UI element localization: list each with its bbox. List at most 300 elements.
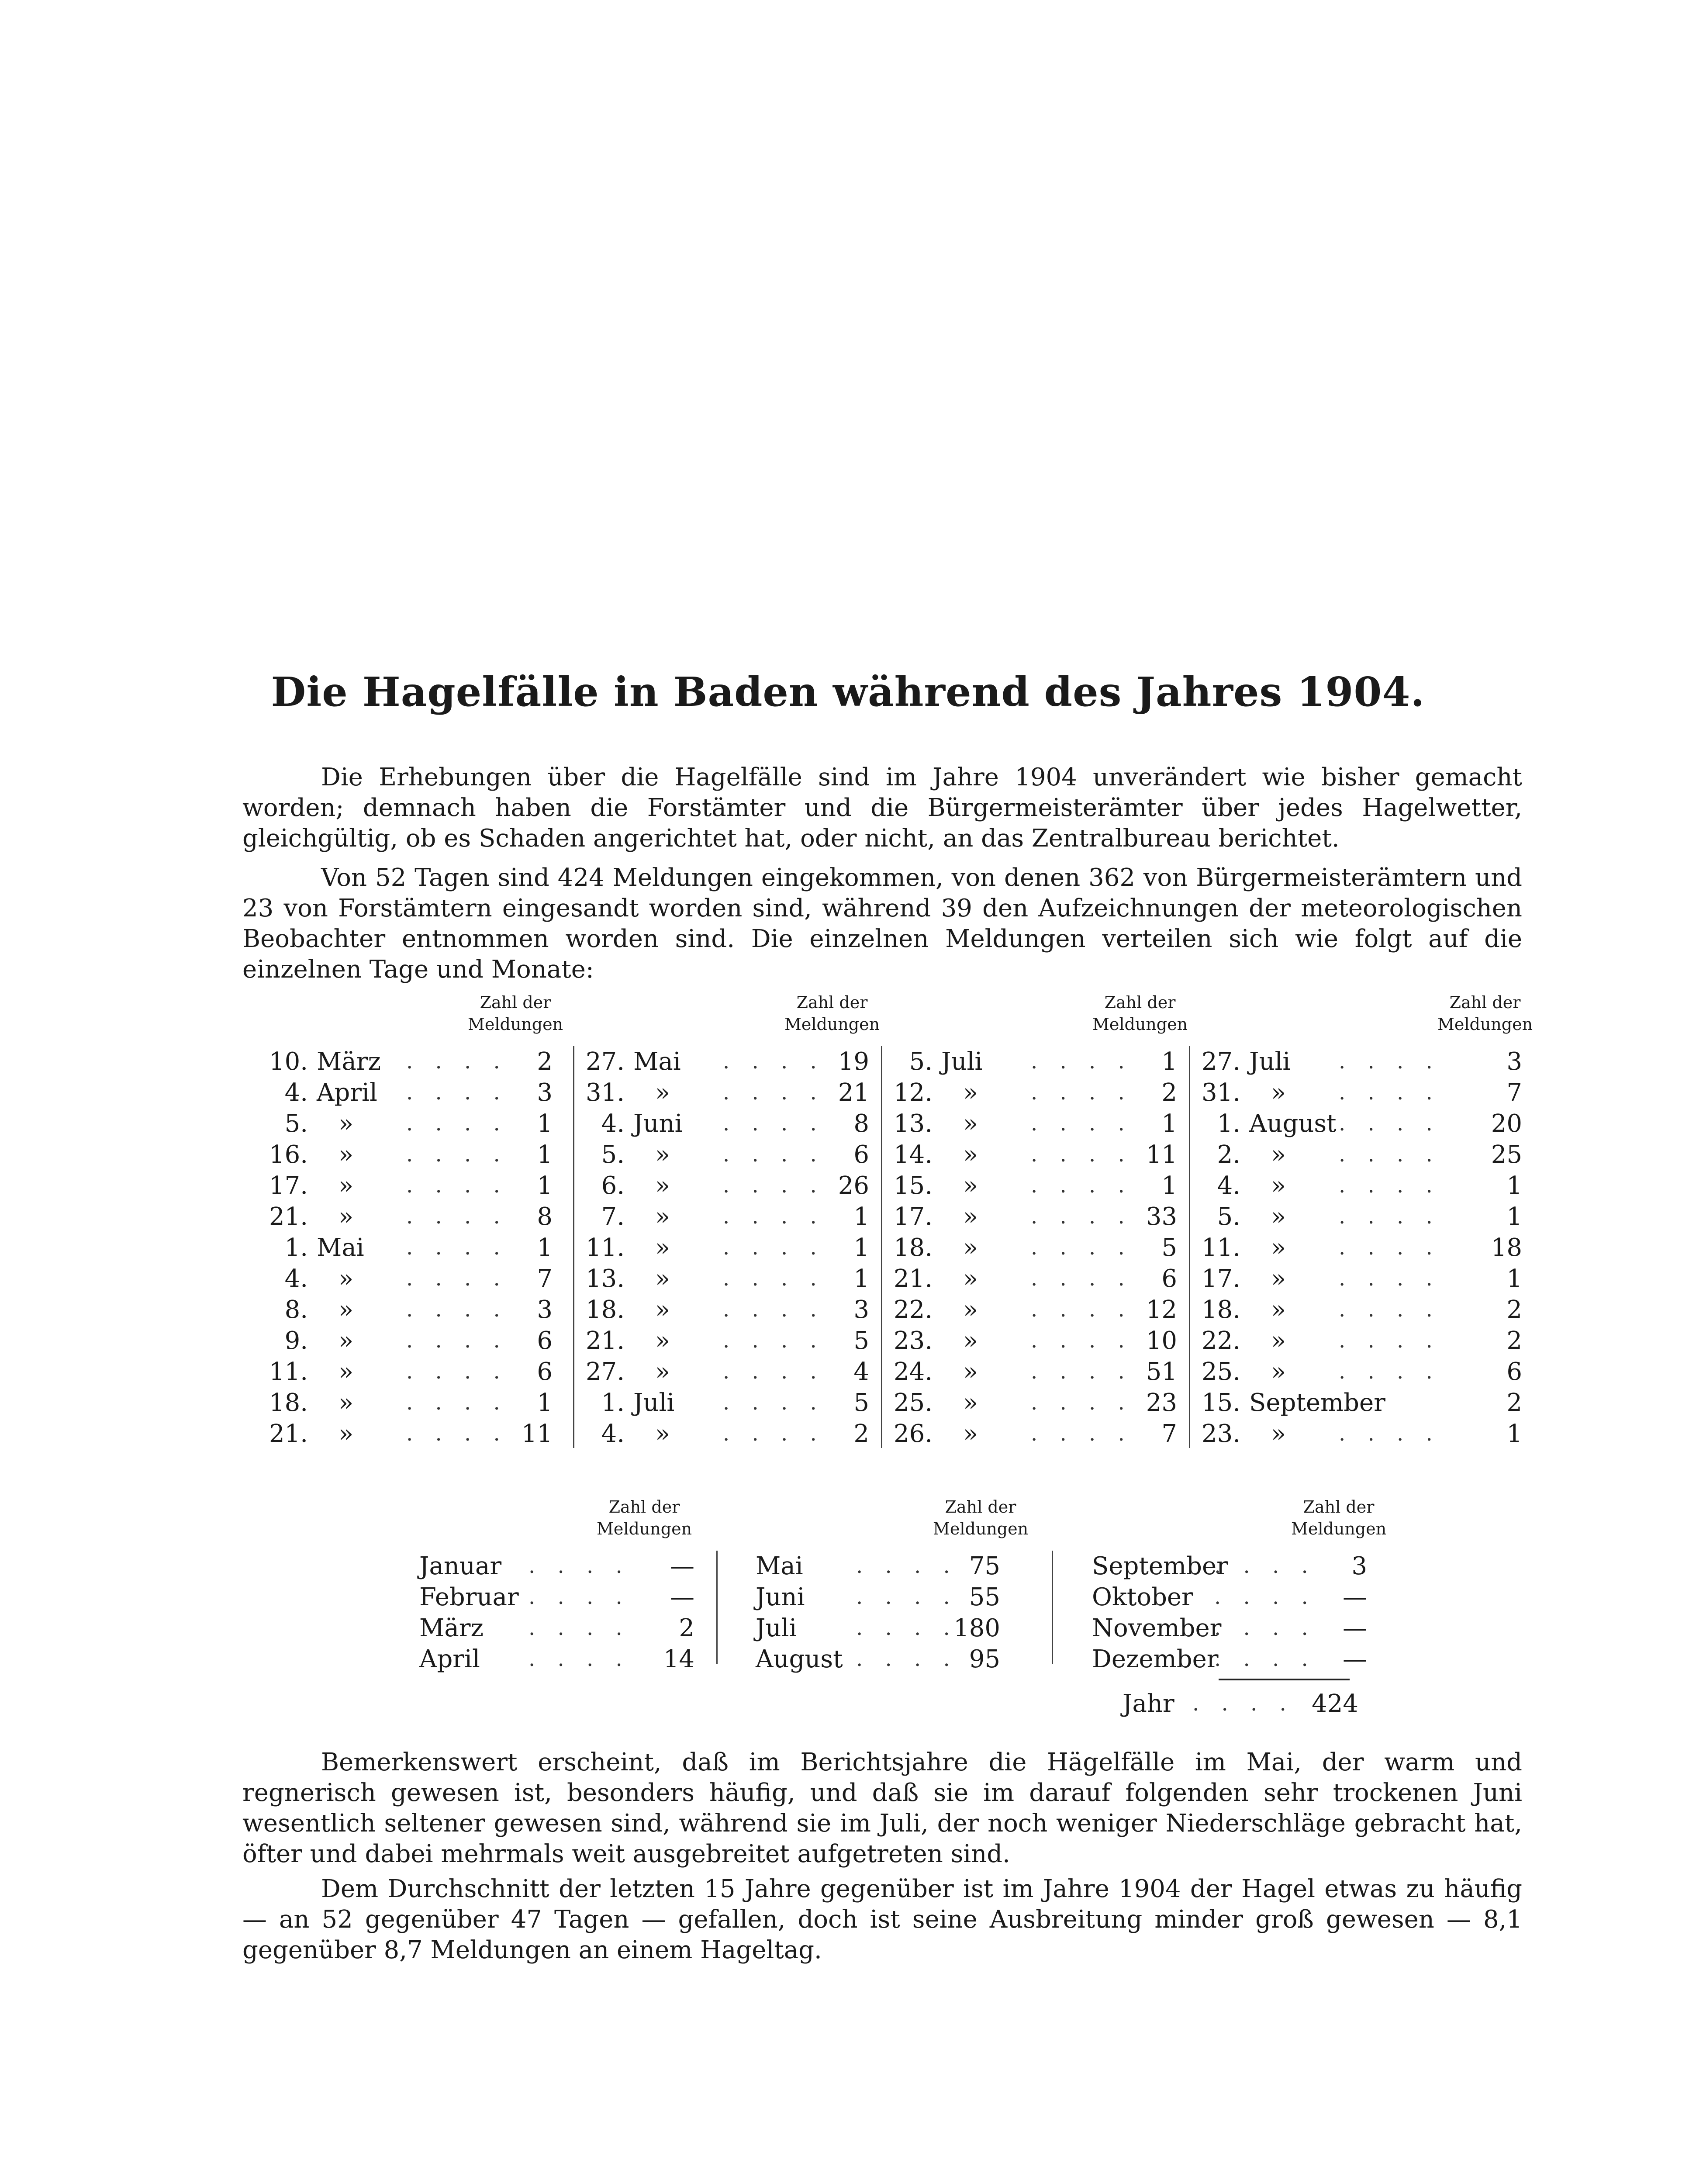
leader-dots: . . . . xyxy=(406,1390,508,1415)
day-cell: 23. xyxy=(893,1327,933,1355)
table-row xyxy=(579,1108,882,1139)
leader-dots: . . . . xyxy=(723,1204,825,1229)
leader-dots: . . . . xyxy=(723,1359,825,1384)
count-cell: 25 xyxy=(1491,1140,1522,1169)
header-line: Meldungen xyxy=(467,1015,563,1034)
day-cell: 31. xyxy=(1201,1078,1240,1107)
leader-dots: . . . . xyxy=(723,1328,825,1353)
count-cell: 3 xyxy=(1351,1552,1367,1580)
day-cell: 5. xyxy=(1217,1203,1240,1231)
table-row xyxy=(756,1551,1061,1582)
table-row xyxy=(1195,1294,1535,1325)
month-cell: » xyxy=(339,1389,354,1417)
month-cell: » xyxy=(339,1265,354,1293)
day-cell: 2. xyxy=(1217,1140,1240,1169)
count-cell: 19 xyxy=(838,1047,869,1076)
column-header xyxy=(1288,1496,1389,1540)
day-cell: 27. xyxy=(1201,1047,1240,1076)
remark-paragraph: Bemerkenswert erscheint, daß im Berichtsjahre die Hägelfälle im Mai, der warm und regnerisch gewesen ist, besonders häufig, und daß sie im darauf folgenden sehr trockenen Juni wesentlich seltener gewesen sind, während sie im Juli, der noch weniger Niederschläge gebracht hat, öfter und dabei mehrmals weit ausgebreitet aufgetreten sind. xyxy=(242,1748,1522,1868)
count-cell: 11 xyxy=(521,1420,553,1448)
month-cell: » xyxy=(339,1358,354,1386)
month-cell: » xyxy=(655,1265,670,1293)
daily-hail-table xyxy=(262,992,1564,1468)
table-row xyxy=(262,1232,566,1263)
day-cell: 21. xyxy=(585,1327,625,1355)
count-cell: 2 xyxy=(853,1420,869,1448)
table-row xyxy=(1092,1613,1398,1644)
day-cell: 1. xyxy=(1217,1109,1240,1138)
count-cell: 18 xyxy=(1491,1234,1522,1262)
day-cell: 18. xyxy=(893,1234,933,1262)
leader-dots: . . . . xyxy=(406,1142,508,1167)
monthly-column-2 xyxy=(756,1496,1061,1706)
table-row xyxy=(887,1046,1190,1077)
count-cell: 1 xyxy=(1161,1047,1177,1076)
leader-dots: . . . . xyxy=(1192,1691,1294,1716)
leader-dots: . . . . xyxy=(856,1554,958,1578)
leader-dots: . . . . xyxy=(856,1585,958,1609)
month-cell: » xyxy=(655,1327,670,1355)
table-row xyxy=(579,1325,882,1356)
table-row xyxy=(262,1418,566,1449)
day-cell: 15. xyxy=(1201,1389,1240,1417)
month-cell: Mai xyxy=(633,1047,681,1076)
leader-dots: . . . . xyxy=(406,1297,508,1322)
count-cell: 2 xyxy=(679,1614,694,1642)
month-cell: » xyxy=(339,1203,354,1231)
table-row xyxy=(262,1294,566,1325)
table-row xyxy=(1195,1170,1535,1201)
monthly-column-1 xyxy=(419,1496,729,1706)
leader-dots: . . . . xyxy=(1339,1204,1440,1229)
month-cell: Mai xyxy=(317,1234,364,1262)
header-line: Zahl der xyxy=(796,993,868,1012)
table-row xyxy=(579,1232,882,1263)
table-row xyxy=(262,1356,566,1387)
count-cell: 1 xyxy=(853,1265,869,1293)
table-row xyxy=(419,1582,725,1613)
header-line: Meldungen xyxy=(596,1519,692,1538)
day-cell: 4. xyxy=(601,1420,625,1448)
month-cell: » xyxy=(963,1234,978,1262)
leader-dots: . . . . xyxy=(1031,1390,1133,1415)
count-cell: — xyxy=(1343,1583,1367,1611)
count-cell: 55 xyxy=(969,1583,1000,1611)
day-cell: 21. xyxy=(269,1420,308,1448)
table-row xyxy=(1195,1263,1535,1294)
table-row xyxy=(887,1325,1190,1356)
leader-dots: . . . . xyxy=(406,1111,508,1136)
month-cell: Januar xyxy=(419,1552,502,1580)
leader-dots: . . . . xyxy=(406,1421,508,1446)
count-cell: 1 xyxy=(537,1140,553,1169)
monthly-summary-table xyxy=(419,1496,1424,1718)
count-cell: 2 xyxy=(1506,1296,1522,1324)
table-row xyxy=(262,1201,566,1232)
column-header xyxy=(465,992,566,1035)
table-row xyxy=(1195,1139,1535,1170)
count-cell: 1 xyxy=(537,1389,553,1417)
day-cell: 18. xyxy=(585,1296,625,1324)
column-header xyxy=(782,992,882,1035)
table-row xyxy=(1195,1325,1535,1356)
table-row xyxy=(887,1418,1190,1449)
month-cell: » xyxy=(655,1420,670,1448)
month-cell: » xyxy=(339,1296,354,1324)
table-row xyxy=(1195,1232,1535,1263)
intro-paragraph: Die Erhebungen über die Hagelfälle sind im Jahre 1904 unverändert wie bisher gemacht worden; demnach haben die Forstämter und die Bürgermeisterämter über jedes Hagelwetter, gleichgültig, ob es Schaden angerichtet hat, oder nicht, an das Zentralbureau berichtet. xyxy=(242,763,1522,853)
table-row xyxy=(1195,1077,1535,1108)
count-cell: 3 xyxy=(1506,1047,1522,1076)
month-cell: » xyxy=(1271,1078,1286,1107)
month-cell: März xyxy=(419,1614,484,1642)
total-row xyxy=(1092,1688,1424,1719)
month-cell: » xyxy=(963,1265,978,1293)
table-row xyxy=(262,1387,566,1418)
leader-dots: . . . . xyxy=(1031,1142,1133,1167)
day-cell: 15. xyxy=(893,1171,933,1200)
day-cell: 21. xyxy=(893,1265,933,1293)
header-line: Zahl der xyxy=(1303,1497,1375,1517)
leader-dots: . . . . xyxy=(723,1049,825,1074)
count-cell: 3 xyxy=(853,1296,869,1324)
table-row xyxy=(419,1551,725,1582)
header-line: Zahl der xyxy=(945,1497,1016,1517)
month-cell: November xyxy=(1092,1614,1222,1642)
count-cell: 23 xyxy=(1146,1389,1177,1417)
month-cell: September xyxy=(1092,1552,1228,1580)
count-cell: 7 xyxy=(1161,1420,1177,1448)
count-cell: 14 xyxy=(663,1645,694,1673)
month-cell: » xyxy=(1271,1140,1286,1169)
leader-dots: . . . . xyxy=(856,1647,958,1671)
leader-dots: . . . . xyxy=(1031,1421,1133,1446)
month-cell: » xyxy=(339,1420,354,1448)
month-cell: » xyxy=(655,1203,670,1231)
leader-dots: . . . . xyxy=(406,1173,508,1198)
table-row xyxy=(887,1201,1190,1232)
count-cell: 10 xyxy=(1146,1327,1177,1355)
day-cell: 11. xyxy=(1201,1234,1240,1262)
column-header xyxy=(594,1496,694,1540)
day-cell: 6. xyxy=(601,1171,625,1200)
count-cell: 180 xyxy=(953,1614,1000,1642)
month-cell: » xyxy=(655,1234,670,1262)
count-cell: 33 xyxy=(1146,1203,1177,1231)
count-cell: 7 xyxy=(537,1265,553,1293)
month-cell: Juli xyxy=(1249,1047,1291,1076)
column-header xyxy=(1090,992,1190,1035)
leader-dots: . . . . xyxy=(1031,1328,1133,1353)
month-cell: » xyxy=(339,1327,354,1355)
month-cell: August xyxy=(756,1645,843,1673)
header-line: Zahl der xyxy=(608,1497,680,1517)
leader-dots: . . . . xyxy=(1031,1235,1133,1260)
count-cell: 21 xyxy=(838,1078,869,1107)
count-cell: 1 xyxy=(1161,1171,1177,1200)
month-cell: September xyxy=(1249,1389,1385,1417)
count-cell: 6 xyxy=(1161,1265,1177,1293)
count-cell: 11 xyxy=(1146,1140,1177,1169)
leader-dots: . . . . xyxy=(723,1142,825,1167)
sum-rule xyxy=(1219,1679,1350,1680)
day-cell: 4. xyxy=(284,1265,308,1293)
leader-dots: . . . . xyxy=(1339,1266,1440,1291)
table-row xyxy=(887,1387,1190,1418)
day-cell: 16. xyxy=(269,1140,308,1169)
page-title: Die Hagelfälle in Baden während des Jahres 1904. xyxy=(271,668,1425,715)
column-divider xyxy=(716,1551,718,1664)
month-cell: Juni xyxy=(756,1583,805,1611)
count-cell: 1 xyxy=(537,1171,553,1200)
table-row xyxy=(887,1294,1190,1325)
leader-dots: . . . . xyxy=(406,1328,508,1353)
leader-dots: . . . . xyxy=(528,1585,630,1609)
leader-dots: . . . . xyxy=(1031,1359,1133,1384)
table-row xyxy=(579,1201,882,1232)
table-row xyxy=(262,1263,566,1294)
table-row xyxy=(1195,1201,1535,1232)
leader-dots: . . . . xyxy=(406,1266,508,1291)
count-cell: 1 xyxy=(853,1234,869,1262)
month-cell: » xyxy=(963,1203,978,1231)
table-row xyxy=(1092,1644,1398,1675)
table-row xyxy=(262,1108,566,1139)
table-row xyxy=(887,1077,1190,1108)
daily-column-2 xyxy=(579,992,882,1468)
table-row xyxy=(262,1077,566,1108)
table-row xyxy=(579,1418,882,1449)
month-cell: » xyxy=(1271,1171,1286,1200)
leader-dots: . . . . xyxy=(1214,1554,1316,1578)
count-cell: 2 xyxy=(1161,1078,1177,1107)
leader-dots: . . . . xyxy=(1031,1049,1133,1074)
month-cell: » xyxy=(655,1171,670,1200)
day-cell: 1. xyxy=(601,1389,625,1417)
total-label: Jahr xyxy=(1123,1690,1174,1718)
leader-dots: . . . . xyxy=(1339,1235,1440,1260)
leader-dots: . . . . xyxy=(406,1049,508,1074)
day-cell: 9. xyxy=(284,1327,308,1355)
leader-dots: . . . . xyxy=(1339,1359,1440,1384)
header-line: Zahl der xyxy=(1104,993,1176,1012)
month-cell: Juli xyxy=(756,1614,797,1642)
count-cell: 5 xyxy=(853,1327,869,1355)
leader-dots: . . . . xyxy=(1339,1049,1440,1074)
table-row xyxy=(887,1263,1190,1294)
month-cell: » xyxy=(1271,1296,1286,1324)
leader-dots: . . . . xyxy=(1214,1585,1316,1609)
day-cell: 13. xyxy=(893,1109,933,1138)
leader-dots: . . . . xyxy=(528,1647,630,1671)
day-cell: 5. xyxy=(601,1140,625,1169)
count-cell: 6 xyxy=(537,1358,553,1386)
day-cell: 24. xyxy=(893,1358,933,1386)
day-cell: 4. xyxy=(284,1078,308,1107)
month-cell: Juni xyxy=(633,1109,683,1138)
leader-dots: . . . . xyxy=(723,1235,825,1260)
leader-dots: . . . . xyxy=(406,1204,508,1229)
column-header xyxy=(930,1496,1031,1540)
leader-dots: . . . . xyxy=(1339,1297,1440,1322)
leader-dots: . . . . xyxy=(723,1080,825,1105)
table-row xyxy=(579,1077,882,1108)
count-cell: 7 xyxy=(1506,1078,1522,1107)
month-cell: » xyxy=(1271,1327,1286,1355)
day-cell: 22. xyxy=(1201,1327,1240,1355)
month-cell: » xyxy=(963,1420,978,1448)
table-row xyxy=(887,1170,1190,1201)
month-cell: » xyxy=(963,1140,978,1169)
table-row xyxy=(579,1387,882,1418)
day-cell: 11. xyxy=(585,1234,625,1262)
count-cell: 1 xyxy=(1506,1265,1522,1293)
day-cell: 11. xyxy=(269,1358,308,1386)
count-cell: 26 xyxy=(838,1171,869,1200)
count-cell: 8 xyxy=(853,1109,869,1138)
table-row xyxy=(262,1325,566,1356)
month-cell: » xyxy=(1271,1265,1286,1293)
table-row xyxy=(756,1644,1061,1675)
month-cell: » xyxy=(655,1140,670,1169)
header-line: Zahl der xyxy=(480,993,551,1012)
table-row xyxy=(887,1232,1190,1263)
leader-dots: . . . . xyxy=(1339,1142,1440,1167)
day-cell: 17. xyxy=(269,1171,308,1200)
leader-dots: . . . . xyxy=(1031,1111,1133,1136)
column-divider xyxy=(1189,1046,1190,1448)
month-cell: » xyxy=(1271,1420,1286,1448)
day-cell: 17. xyxy=(893,1203,933,1231)
month-cell: » xyxy=(655,1078,670,1107)
leader-dots: . . . . xyxy=(1339,1328,1440,1353)
day-cell: 12. xyxy=(893,1078,933,1107)
leader-dots: . . . . xyxy=(528,1554,630,1578)
count-cell: — xyxy=(1343,1645,1367,1673)
month-cell: Juli xyxy=(633,1389,675,1417)
day-cell: 23. xyxy=(1201,1420,1240,1448)
month-cell: » xyxy=(655,1358,670,1386)
header-line: Meldungen xyxy=(784,1015,880,1034)
table-row xyxy=(579,1139,882,1170)
day-cell: 1. xyxy=(284,1234,308,1262)
count-cell: 4 xyxy=(853,1358,869,1386)
count-cell: 5 xyxy=(853,1389,869,1417)
count-cell: 8 xyxy=(537,1203,553,1231)
leader-dots: . . . . xyxy=(723,1390,825,1415)
day-cell: 14. xyxy=(893,1140,933,1169)
leader-dots: . . . . xyxy=(1339,1111,1440,1136)
table-row xyxy=(262,1046,566,1077)
day-cell: 13. xyxy=(585,1265,625,1293)
month-cell: » xyxy=(339,1140,354,1169)
count-cell: 1 xyxy=(1161,1109,1177,1138)
header-line: Meldungen xyxy=(1437,1015,1533,1034)
count-cell: 1 xyxy=(853,1203,869,1231)
leader-dots: . . . . xyxy=(856,1616,958,1640)
count-cell: 2 xyxy=(1506,1327,1522,1355)
count-cell: 95 xyxy=(969,1645,1000,1673)
table-row xyxy=(1195,1356,1535,1387)
leader-dots: . . . . xyxy=(1214,1647,1316,1671)
count-cell: 6 xyxy=(537,1327,553,1355)
header-line: Meldungen xyxy=(1092,1015,1188,1034)
day-cell: 25. xyxy=(1201,1358,1240,1386)
month-cell: » xyxy=(1271,1203,1286,1231)
day-cell: 18. xyxy=(269,1389,308,1417)
column-divider xyxy=(1052,1551,1053,1664)
day-cell: 7. xyxy=(601,1203,625,1231)
table-row xyxy=(579,1263,882,1294)
count-cell: — xyxy=(670,1583,694,1611)
count-cell: 1 xyxy=(537,1234,553,1262)
count-cell: 5 xyxy=(1161,1234,1177,1262)
day-cell: 26. xyxy=(893,1420,933,1448)
table-row xyxy=(579,1356,882,1387)
leader-dots: . . . . xyxy=(1031,1297,1133,1322)
count-cell: 2 xyxy=(1506,1389,1522,1417)
leader-dots: . . . . xyxy=(1339,1080,1440,1105)
header-line: Meldungen xyxy=(933,1519,1029,1538)
month-cell: April xyxy=(317,1078,377,1107)
average-paragraph: Dem Durchschnitt der letzten 15 Jahre gegenüber ist im Jahre 1904 der Hagel etwas zu häufig — an 52 gegenüber 47 Tagen — gefallen, doch ist seine Ausbreitung minder groß gewesen — 8,1 gegenüber 8,7 Meldungen an einem Hageltag. xyxy=(242,1875,1522,1964)
table-row xyxy=(756,1582,1061,1613)
table-row xyxy=(887,1356,1190,1387)
count-cell: 20 xyxy=(1491,1109,1522,1138)
table-row xyxy=(579,1170,882,1201)
month-cell: März xyxy=(317,1047,381,1076)
day-cell: 10. xyxy=(269,1047,308,1076)
header-line: Meldungen xyxy=(1291,1519,1387,1538)
month-cell: April xyxy=(419,1645,480,1673)
month-cell: » xyxy=(963,1078,978,1107)
leader-dots: . . . . xyxy=(406,1080,508,1105)
count-cell: — xyxy=(670,1552,694,1580)
table-row xyxy=(1195,1387,1535,1418)
month-cell: » xyxy=(963,1296,978,1324)
day-cell: 22. xyxy=(893,1296,933,1324)
daily-column-1 xyxy=(262,992,566,1468)
count-cell: 1 xyxy=(1506,1203,1522,1231)
month-cell: » xyxy=(963,1109,978,1138)
count-cell: 2 xyxy=(537,1047,553,1076)
table-row xyxy=(887,1139,1190,1170)
day-cell: 27. xyxy=(585,1047,625,1076)
day-cell: 25. xyxy=(893,1389,933,1417)
month-cell: Februar xyxy=(419,1583,519,1611)
leader-dots: . . . . xyxy=(528,1616,630,1640)
month-cell: » xyxy=(1271,1234,1286,1262)
count-cell: 6 xyxy=(1506,1358,1522,1386)
day-cell: 5. xyxy=(909,1047,933,1076)
month-cell: » xyxy=(339,1109,354,1138)
month-cell: » xyxy=(339,1171,354,1200)
day-cell: 8. xyxy=(284,1296,308,1324)
table-row xyxy=(887,1108,1190,1139)
leader-dots: . . . . xyxy=(1031,1080,1133,1105)
leader-dots: . . . . xyxy=(1339,1421,1440,1446)
leader-dots: . . . . xyxy=(723,1297,825,1322)
table-row xyxy=(1195,1108,1535,1139)
leader-dots: . . . . xyxy=(1339,1173,1440,1198)
daily-column-4 xyxy=(1195,992,1535,1468)
column-divider xyxy=(881,1046,882,1448)
leader-dots: . . . . xyxy=(406,1359,508,1384)
day-cell: 5. xyxy=(284,1109,308,1138)
count-cell: 3 xyxy=(537,1078,553,1107)
leader-dots: . . . . xyxy=(723,1266,825,1291)
leader-dots: . . . . xyxy=(1031,1173,1133,1198)
